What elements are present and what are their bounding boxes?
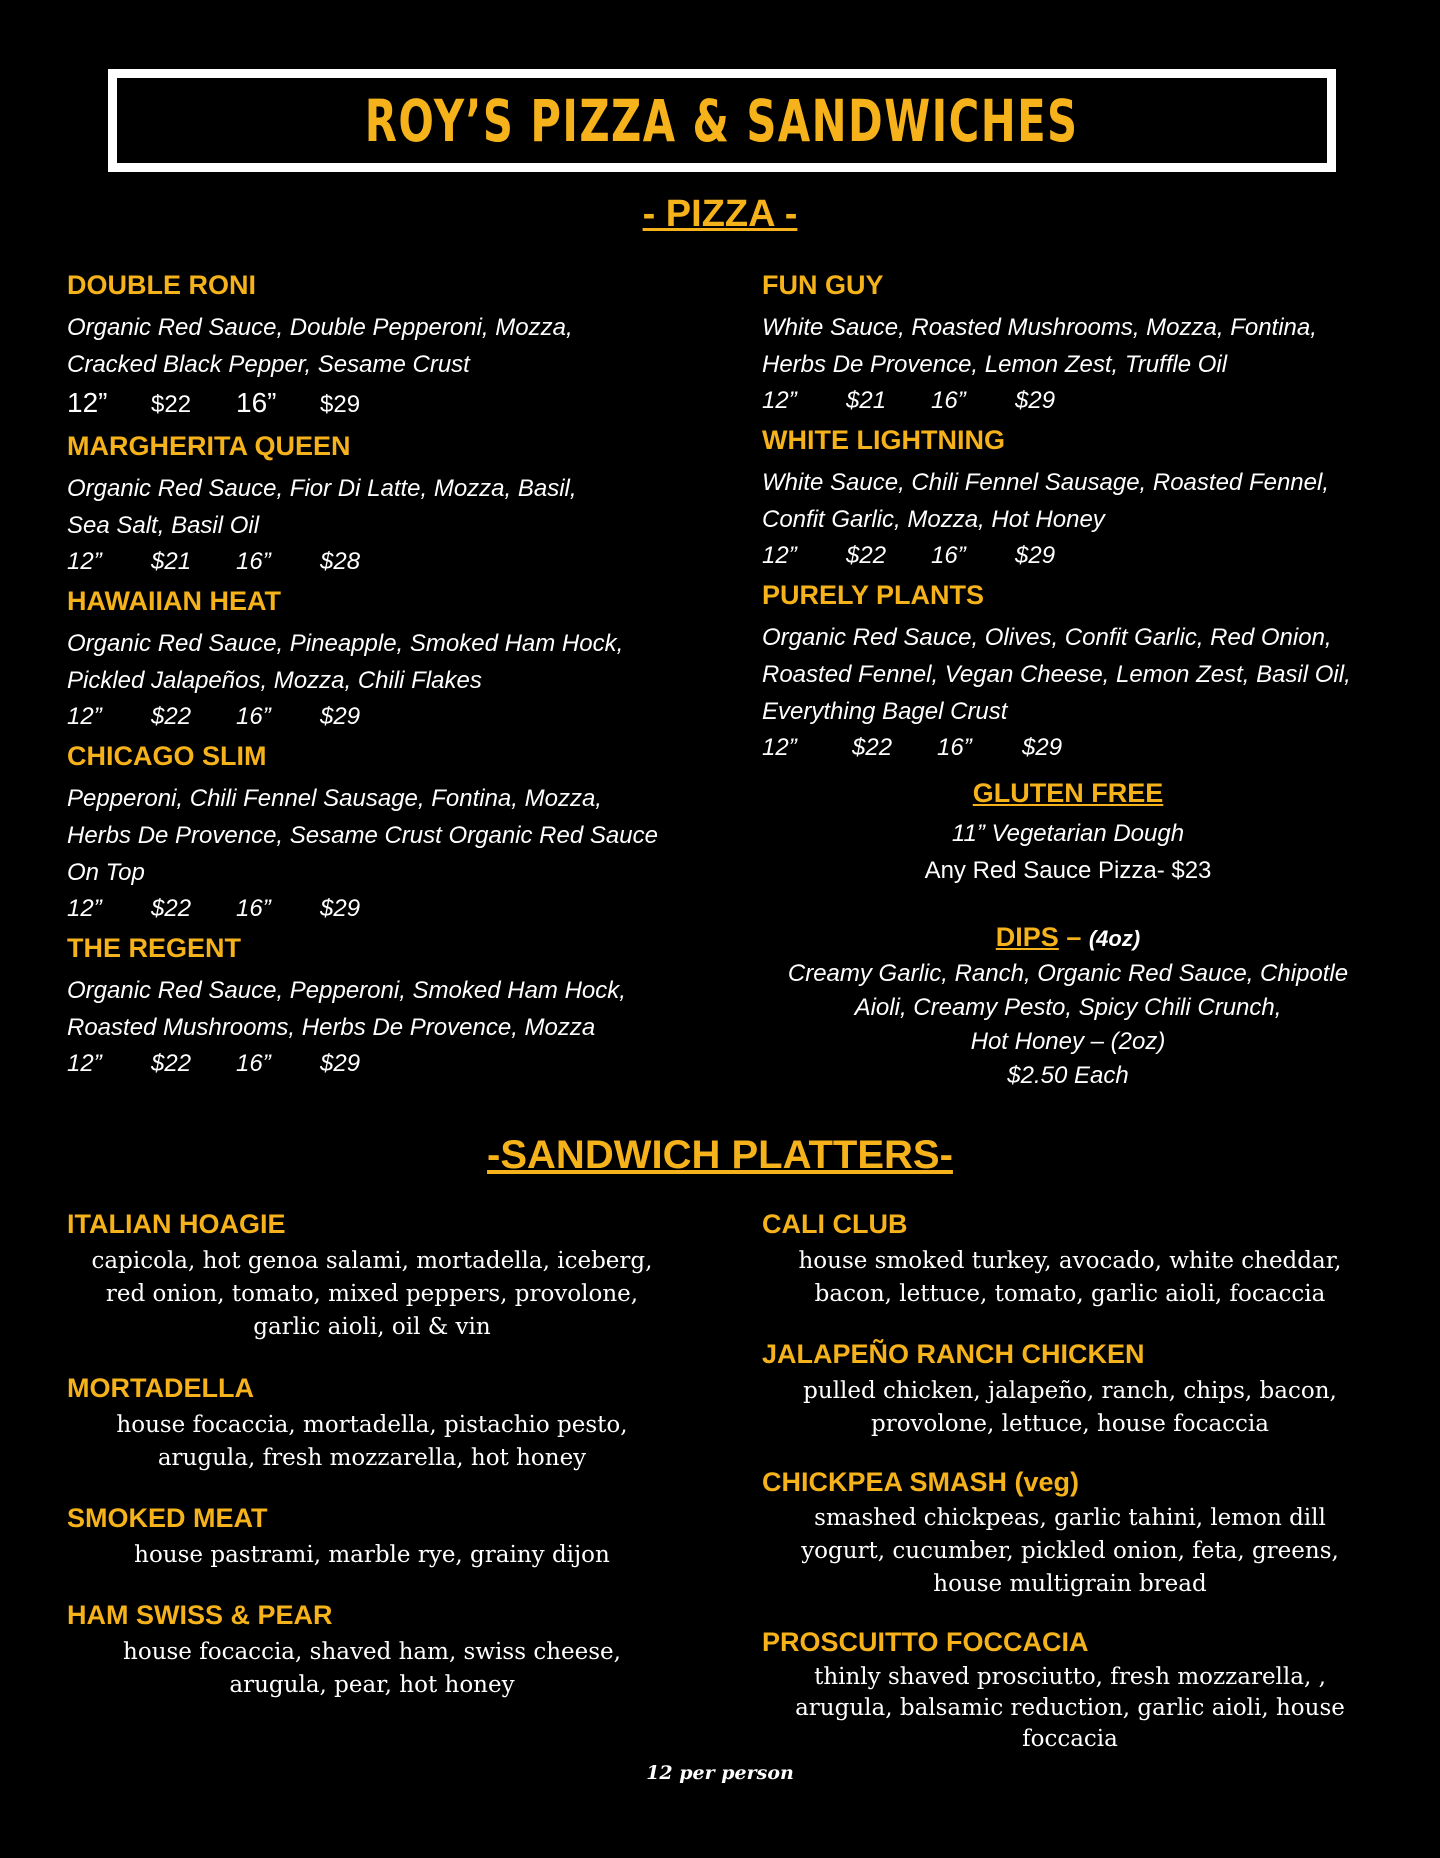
price-12: $22 xyxy=(151,703,192,730)
dips-dash: – xyxy=(1058,922,1089,952)
sandwich-item-description: house smoked turkey, avocado, white cheddar, bacon, lettuce, tomato, garlic aioli, focaccia xyxy=(798,1248,1342,1307)
size-12: 12” xyxy=(67,895,102,922)
pizza-item-name: FUN GUY xyxy=(762,270,884,300)
dips-price: $2.50 Each xyxy=(1007,1062,1129,1089)
pizza-item-name: HAWAIIAN HEAT xyxy=(67,586,281,616)
pizza-item-name: MARGHERITA QUEEN xyxy=(67,431,351,461)
size-12: 12” xyxy=(67,703,102,730)
gluten-free-title: GLUTEN FREE xyxy=(972,778,1164,808)
sandwich-item-description: house pastrami, marble rye, grainy dijon xyxy=(134,1542,610,1568)
price-16: $29 xyxy=(320,1050,361,1077)
sandwich-item-name: CALI CLUB xyxy=(762,1209,908,1239)
restaurant-title: ROY’S PIZZA & SANDWICHES xyxy=(365,86,1079,155)
pizza-item-name: PURELY PLANTS xyxy=(762,580,985,610)
pizza-section-heading: - PIZZA - xyxy=(642,193,798,235)
price-16: $29 xyxy=(320,895,361,922)
pizza-item-name: DOUBLE RONI xyxy=(67,270,256,300)
size-12: 12” xyxy=(67,548,102,575)
pizza-item-name: THE REGENT xyxy=(67,933,242,963)
pizza-item-description: Organic Red Sauce, Pepperoni, Smoked Ham Hock, Roasted Mushrooms, Herbs De Provence, Mozza xyxy=(67,977,626,1041)
sandwich-section-heading: -SANDWICH PLATTERS- xyxy=(487,1133,953,1177)
sandwich-item-name: SMOKED MEAT xyxy=(67,1503,268,1533)
price-16: $29 xyxy=(1015,387,1056,414)
gluten-free-dough: 11” Vegetarian Dough xyxy=(951,820,1185,847)
pizza-item-name: WHITE LIGHTNING xyxy=(762,425,1005,455)
sandwich-item-name: JALAPEÑO RANCH CHICKEN xyxy=(762,1339,1145,1369)
size-12: 12” xyxy=(67,387,108,418)
pizza-item-description: Organic Red Sauce, Pineapple, Smoked Ham Hock, Pickled Jalapeños, Mozza, Chili Flakes xyxy=(67,630,624,694)
size-16: 16” xyxy=(236,703,271,730)
sandwich-item-name: MORTADELLA xyxy=(67,1373,254,1403)
price-12: $22 xyxy=(852,734,893,761)
sandwich-item-description: smashed chickpeas, garlic tahini, lemon dill yogurt, cucumber, pickled onion, feta, greens, house multigrain bread xyxy=(801,1505,1339,1597)
price-16: $29 xyxy=(320,703,361,730)
sandwich-item-description: thinly shaved prosciutto, fresh mozzarella, , arugula, balsamic reduction, garlic aioli, house foccacia xyxy=(795,1664,1345,1752)
size-12: 12” xyxy=(762,387,797,414)
dips-title: DIPS xyxy=(995,922,1059,952)
price-12: $22 xyxy=(846,542,887,569)
size-12: 12” xyxy=(762,734,797,761)
size-16: 16” xyxy=(236,895,271,922)
sandwich-item-name: PROSCUITTO FOCCACIA xyxy=(762,1627,1089,1657)
price-12: $21 xyxy=(151,548,192,575)
pizza-item-name: CHICAGO SLIM xyxy=(67,741,267,771)
sandwich-item-name: HAM SWISS & PEAR xyxy=(67,1600,333,1630)
pizza-item-description: Organic Red Sauce, Double Pepperoni, Mozza, Cracked Black Pepper, Sesame Crust xyxy=(67,314,573,378)
price-16: $29 xyxy=(1015,542,1056,569)
pizza-item-description: Organic Red Sauce, Olives, Confit Garlic, Red Onion, Roasted Fennel, Vegan Cheese, Lemon Zest, Basil Oil, Everything Bagel Crust xyxy=(762,624,1351,725)
sandwich-item-name: ITALIAN HOAGIE xyxy=(67,1209,286,1239)
title-banner xyxy=(108,69,1336,172)
size-12: 12” xyxy=(762,542,797,569)
price-12: $22 xyxy=(151,1050,192,1077)
size-16: 16” xyxy=(931,542,966,569)
pizza-item-description: White Sauce, Roasted Mushrooms, Mozza, Fontina, Herbs De Provence, Lemon Zest, Truffle Oil xyxy=(762,314,1317,378)
sandwich-item-description: pulled chicken, jalapeño, ranch, chips, bacon, provolone, lettuce, house focaccia xyxy=(803,1378,1337,1437)
pizza-item-description: White Sauce, Chili Fennel Sausage, Roasted Fennel, Confit Garlic, Mozza, Hot Honey xyxy=(762,469,1329,533)
gluten-free-price: Any Red Sauce Pizza- $23 xyxy=(924,857,1212,884)
dips-heading xyxy=(740,922,1396,953)
per-person-note: 12 per person xyxy=(646,1762,794,1784)
dips-size: (4oz) xyxy=(1088,926,1141,951)
size-16: 16” xyxy=(931,387,966,414)
price-16: $29 xyxy=(320,391,361,418)
sandwich-item-description: house focaccia, mortadella, pistachio pesto, arugula, fresh mozzarella, hot honey xyxy=(116,1412,628,1471)
price-12: $22 xyxy=(151,895,192,922)
dips-list: Creamy Garlic, Ranch, Organic Red Sauce, Chipotle Aioli, Creamy Pesto, Spicy Chili Crunch, Hot Honey – (2oz) $2.50 Each xyxy=(740,957,1396,1093)
size-16: 16” xyxy=(236,387,277,418)
size-16: 16” xyxy=(236,548,271,575)
price-12: $22 xyxy=(151,391,192,418)
gluten-free-block xyxy=(740,778,1396,889)
price-16: $28 xyxy=(320,548,361,575)
pizza-item-description: Organic Red Sauce, Fior Di Latte, Mozza, Basil, Sea Salt, Basil Oil xyxy=(67,475,577,539)
pizza-item-description: Pepperoni, Chili Fennel Sausage, Fontina, Mozza, Herbs De Provence, Sesame Crust Organic Red Sauce On Top xyxy=(67,785,658,886)
size-16: 16” xyxy=(937,734,972,761)
sandwich-item-description: house focaccia, shaved ham, swiss cheese, arugula, pear, hot honey xyxy=(123,1639,621,1698)
sandwich-item-name: CHICKPEA SMASH (veg) xyxy=(762,1467,1080,1497)
price-12: $21 xyxy=(846,387,887,414)
size-16: 16” xyxy=(236,1050,271,1077)
size-12: 12” xyxy=(67,1050,102,1077)
dips-block xyxy=(740,922,1396,1093)
sandwich-item-description: capicola, hot genoa salami, mortadella, iceberg, red onion, tomato, mixed peppers, provolone, garlic aioli, oil & vin xyxy=(91,1248,653,1340)
price-16: $29 xyxy=(1022,734,1063,761)
